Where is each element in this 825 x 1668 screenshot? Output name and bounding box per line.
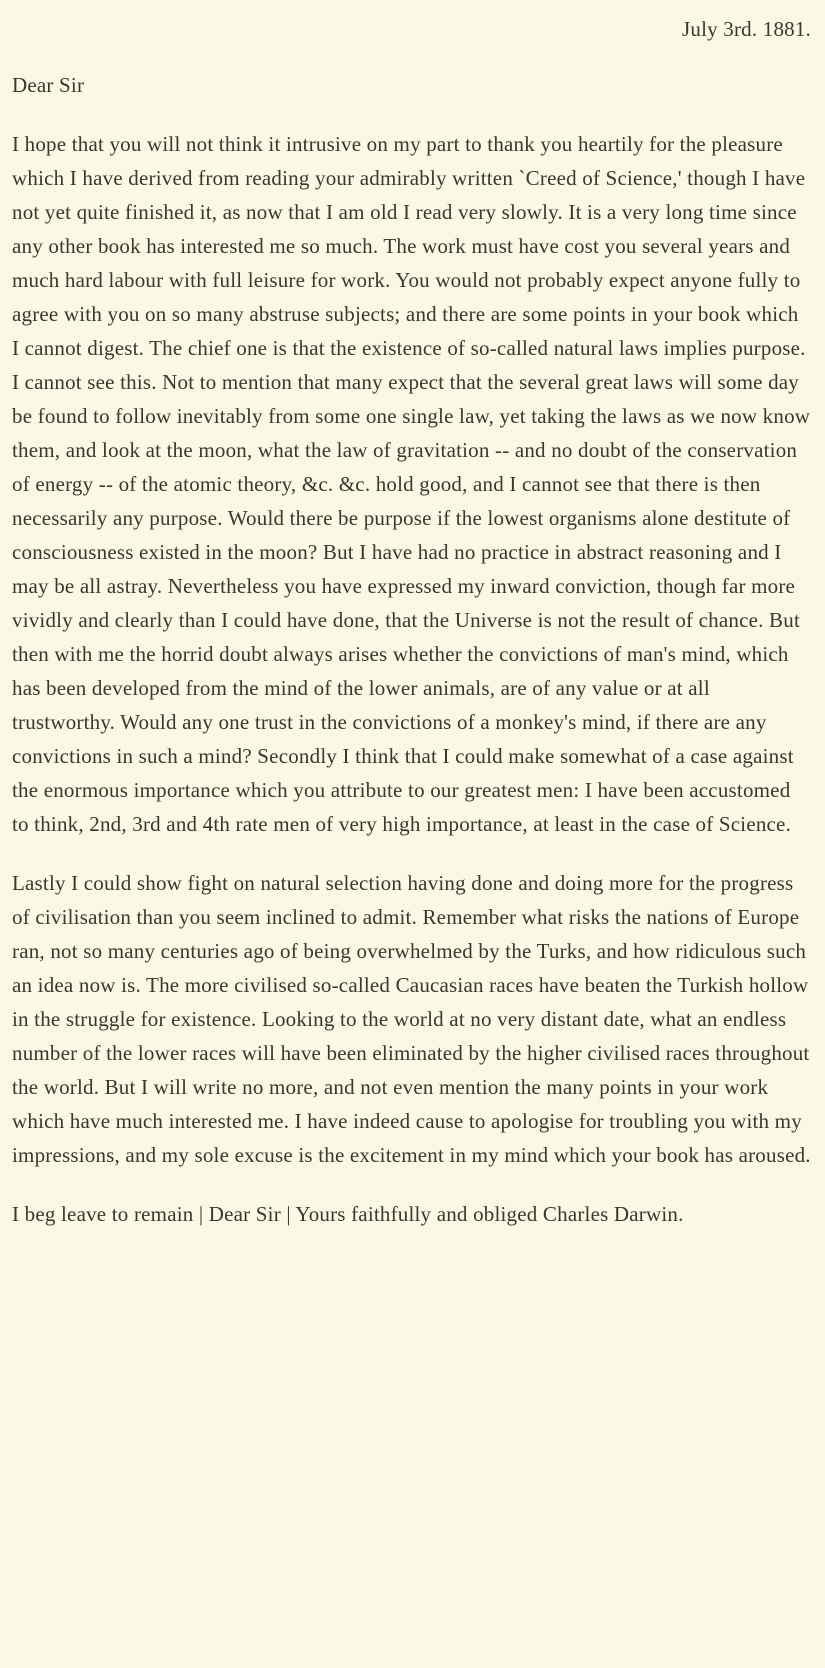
letter-paragraph: I hope that you will not think it intrusive on my part to thank you heartily for the pleasure which I have derived from reading your admirably written `Creed of Science,' though I have not yet quite finished it, as now that I am old I read very slowly. It is a very long time since any other book has interested me so much. The work must have cost you several years and much hard labour with full leisure for work. You would not probably expect anyone fully to agree with you on so many abstruse subjects; and there are some points in your book which I cannot digest. The chief one is that the existence of so-called natural laws implies purpose. I cannot see this. Not to mention that many expect that the several great laws will some day be found to follow inevitably from some one single law, yet taking the laws as we now know them, and look at the moon, what the law of gravitation -- and no doubt of the conservation of energy -- of the atomic theory, &c. &c. hold good, and I cannot see that there is then necessarily any purpose. Would there be purpose if the lowest organisms alone destitute of consciousness existed in the moon? But I have had no practice in abstract reasoning and I may be all astray. Nevertheless you have expressed my inward conviction, though far more vividly and clearly than I could have done, that the Universe is not the result of chance. But then with me the horrid doubt always arises whether the convictions of man's mind, which has been developed from the mind of the lower animals, are of any value or at all trustworthy. Would any one trust in the convictions of a monkey's mind, if there are any convictions in such a mind? Secondly I think that I could make somewhat of a case against the enormous importance which you attribute to our greatest men: I have been accustomed to think, 2nd, 3rd and 4th rate men of very high importance, at least in the case of Science. <box>12 132 811 836</box>
letter-closing: I beg leave to remain | Dear Sir | Yours faithfully and obliged Charles Darwin. <box>12 1202 684 1226</box>
letter-salutation: Dear Sir <box>12 73 85 97</box>
letter-paragraph: Lastly I could show fight on natural selection having done and doing more for the progress of civilisation than you seem inclined to admit. Remember what risks the nations of Europe ran, not so many centuries ago of being overwhelmed by the Turks, and how ridiculous such an idea now is. The more civilised so-called Caucasian races have beaten the Turkish hollow in the struggle for existence. Looking to the world at no very distant date, what an endless number of the lower races will have been eliminated by the higher civilised races throughout the world. But I will write no more, and not even mention the many points in your work which have much interested me. I have indeed cause to apologise for troubling you with my impressions, and my sole excuse is the excitement in my mind which your book has aroused. <box>12 871 811 1167</box>
letter-date: July 3rd. 1881. <box>682 17 811 41</box>
